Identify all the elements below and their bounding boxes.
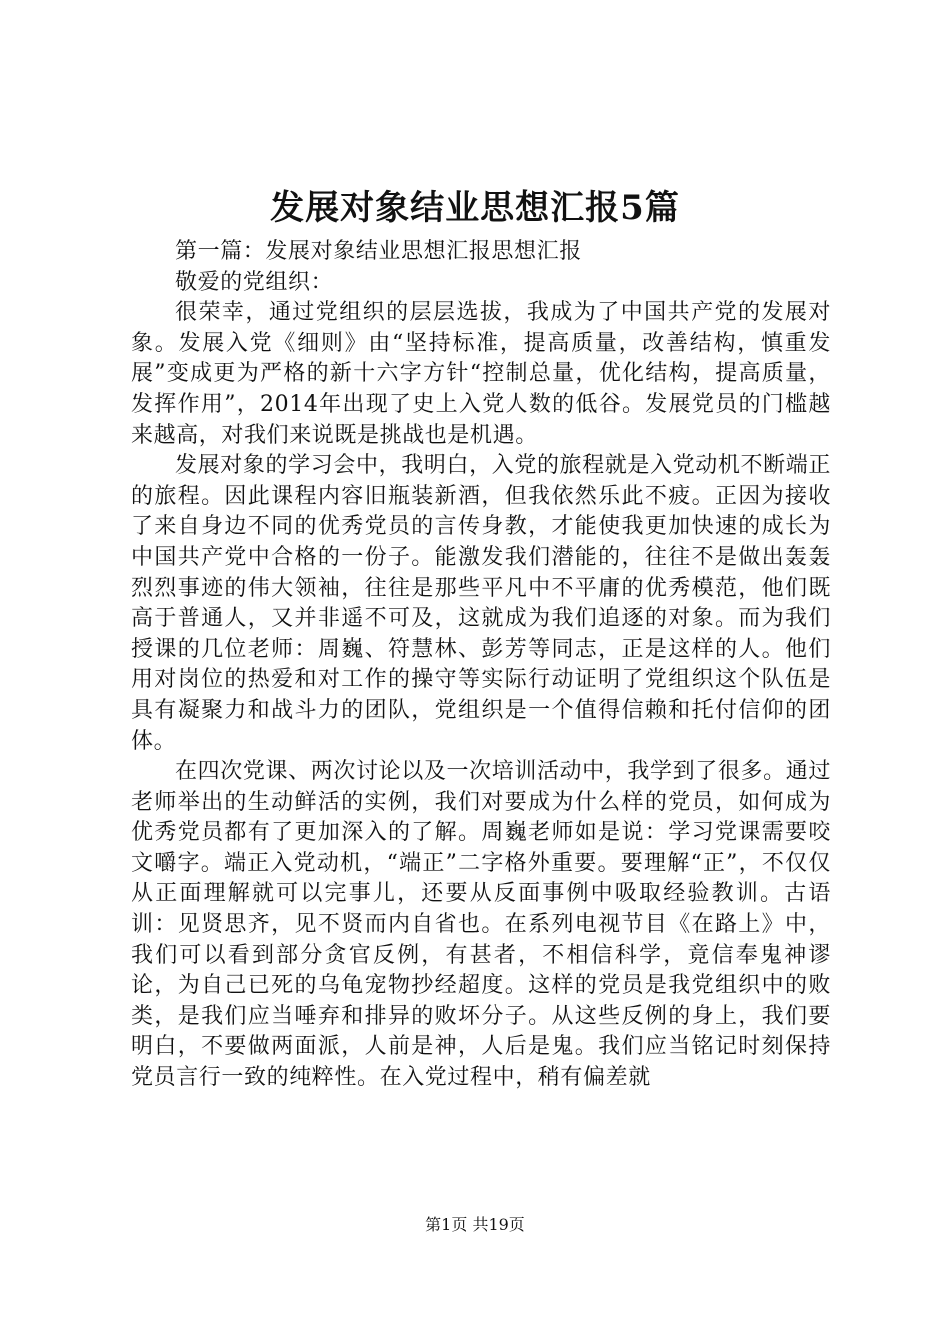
document-title: 发展对象结业思想汇报5篇 [270, 188, 680, 228]
salutation: 敬爱的党组织： [175, 269, 334, 295]
body-paragraph: 发展对象的学习会中，我明白，入党的旅程就是入党动机不断端正的旅程。因此课程内容旧瓶装新酒，但我依然乐此不疲。正因为接收了来自身边不同的优秀党员的言传身教，才能使我更加快速的成长为中国共产党中合格的一份子。能激发我们潜能的，往往不是做出轰轰烈烈事迹的伟大领袖，往往是那些平凡中不平庸的优秀模范，他们既高于普通人，又并非遥不可及，这就成为我们追逐的对象。而为我们授课的几位老师：周巍、符慧林、彭芳等同志，正是这样的人。他们用对岗位的热爱和对工作的操守等实际行动证明了党组织这个队伍是具有凝聚力和战斗力的团队，党组织是一个值得信赖和托付信仰的团体。 [131, 453, 831, 754]
section-heading: 第一篇：发展对象结业思想汇报思想汇报 [175, 239, 582, 264]
body-paragraph: 很荣幸，通过党组织的层层选拔，我成为了中国共产党的发展对象。发展入党《细则》由“坚持标准，提高质量，改善结构，慎重发展”变成更为严格的新十六字方针“控制总量，优化结构，提高质量，发挥作用”，2014年出现了史上入党人数的低谷。发展党员的门槛越来越高，对我们来说既是挑战也是机遇。 [131, 300, 831, 448]
body-paragraph: 在四次党课、两次讨论以及一次培训活动中，我学到了很多。通过老师举出的生动鲜活的实例，我们对要成为什么样的党员，如何成为优秀党员都有了更加深入的了解。周巍老师如是说：学习党课需要咬文嚼字。端正入党动机，“端正”二字格外重要。要理解“正”，不仅仅从正面理解就可以完事儿，还要从反面事例中吸取经验教训。古语训：见贤思齐，见不贤而内自省也。在系列电视节目《在路上》中，我们可以看到部分贪官反例，有甚者，不相信科学，竟信奉鬼神谬论，为自己已死的乌龟宠物抄经超度。这样的党员是我党组织中的败类，是我们应当唾弃和排异的败坏分子。从这些反例的身上，我们要明白，不要做两面派，人前是神，人后是鬼。我们应当铭记时刻保持党员言行一致的纯粹性。在入党过程中，稍有偏差就 [131, 759, 831, 1091]
document-body [131, 237, 831, 1094]
page-footer: 第1页 共19页 [425, 1215, 525, 1234]
